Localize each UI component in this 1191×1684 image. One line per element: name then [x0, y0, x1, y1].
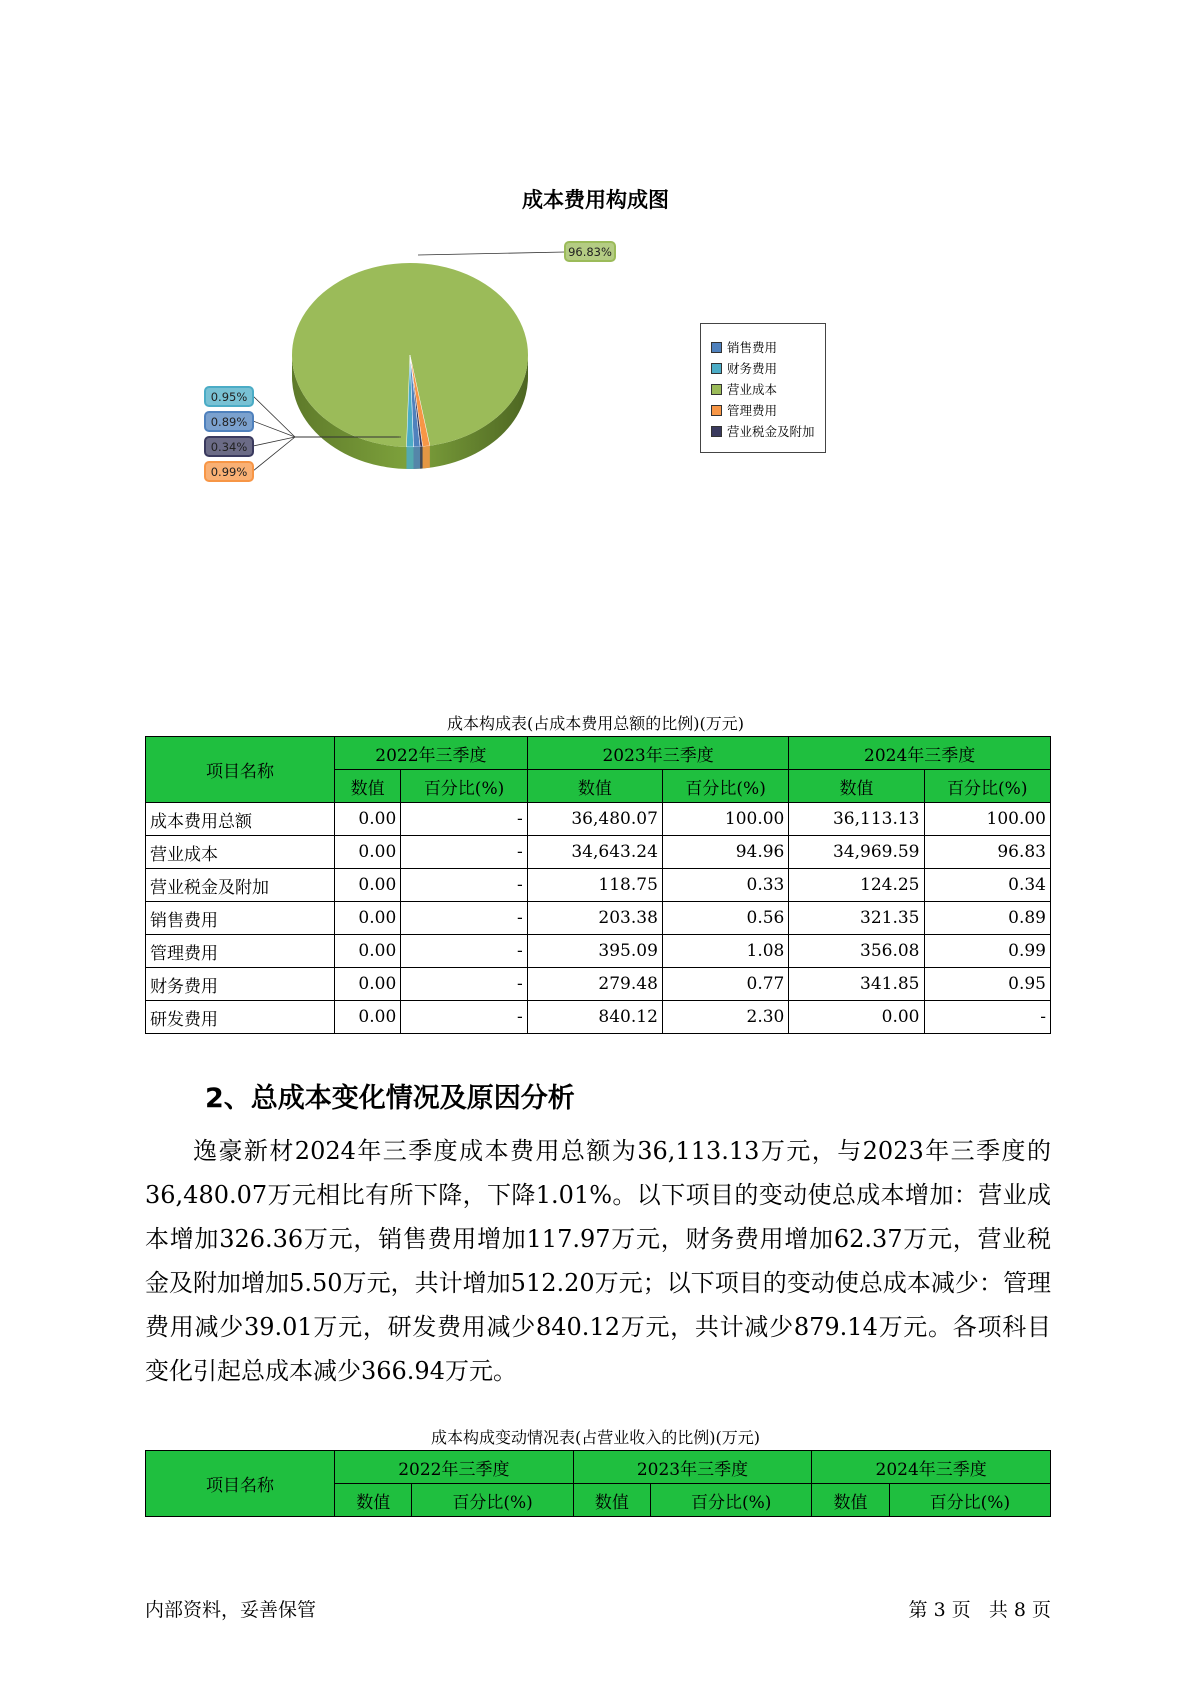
row-item-name: 财务费用 — [146, 968, 335, 1001]
header-period-2023: 2023年三季度 — [573, 1451, 812, 1484]
row-cell: 34,643.24 — [527, 836, 662, 869]
row-cell: - — [401, 869, 527, 902]
pie-chart — [0, 0, 1191, 560]
header-period-2023: 2023年三季度 — [527, 737, 789, 770]
row-cell: 94.96 — [662, 836, 788, 869]
row-cell: - — [401, 1001, 527, 1034]
subheader-value: 数值 — [527, 770, 662, 803]
legend-swatch — [711, 342, 722, 353]
row-cell: 34,969.59 — [789, 836, 924, 869]
subheader-pct: 百分比(%) — [412, 1484, 573, 1517]
row-cell: 0.00 — [335, 935, 401, 968]
footer-confidential: 内部资料，妥善保管 — [145, 1599, 317, 1621]
pie-slice-side — [406, 447, 413, 469]
row-cell: 0.00 — [335, 869, 401, 902]
cost-change-table — [145, 1450, 1051, 1517]
row-cell: 203.38 — [527, 902, 662, 935]
row-cell: 0.00 — [789, 1001, 924, 1034]
row-cell: 395.09 — [527, 935, 662, 968]
row-cell: 0.00 — [335, 902, 401, 935]
subheader-value: 数值 — [335, 770, 401, 803]
row-cell: 1.08 — [662, 935, 788, 968]
table-row — [146, 968, 1051, 1001]
header-item-name: 项目名称 — [146, 1451, 335, 1517]
row-item-name: 销售费用 — [146, 902, 335, 935]
row-cell: - — [924, 1001, 1051, 1034]
pie-slice-side — [423, 446, 430, 469]
table-row — [146, 803, 1051, 836]
row-cell: 321.35 — [789, 902, 924, 935]
data-label: 96.83% — [568, 245, 612, 259]
subheader-value: 数值 — [812, 1484, 889, 1517]
table-row — [146, 902, 1051, 935]
row-cell: - — [401, 836, 527, 869]
legend-swatch — [711, 405, 722, 416]
table-row — [146, 935, 1051, 968]
row-cell: 279.48 — [527, 968, 662, 1001]
section-heading: 2、总成本变化情况及原因分析 — [205, 1083, 575, 1114]
subheader-pct: 百分比(%) — [924, 770, 1051, 803]
table1-caption: 成本构成表(占成本费用总额的比例)(万元) — [447, 714, 744, 733]
row-cell: 0.33 — [662, 869, 788, 902]
row-cell: 0.77 — [662, 968, 788, 1001]
chart-title: 成本费用构成图 — [522, 188, 669, 212]
row-cell: - — [401, 902, 527, 935]
data-label: 0.99% — [210, 465, 248, 479]
legend-swatch — [711, 426, 722, 437]
subheader-pct: 百分比(%) — [401, 770, 527, 803]
row-item-name: 管理费用 — [146, 935, 335, 968]
row-cell: 118.75 — [527, 869, 662, 902]
header-item-name: 项目名称 — [146, 737, 335, 803]
header-period-2024: 2024年三季度 — [789, 737, 1051, 770]
row-cell: 341.85 — [789, 968, 924, 1001]
row-item-name: 成本费用总额 — [146, 803, 335, 836]
row-cell: 124.25 — [789, 869, 924, 902]
row-cell: 0.34 — [924, 869, 1051, 902]
row-cell: 0.00 — [335, 968, 401, 1001]
pie-slice-side — [414, 447, 421, 469]
subheader-value: 数值 — [335, 1484, 412, 1517]
row-cell: 0.89 — [924, 902, 1051, 935]
cost-structure-table — [145, 736, 1051, 1034]
row-item-name: 营业成本 — [146, 836, 335, 869]
row-cell: 0.00 — [335, 1001, 401, 1034]
subheader-value: 数值 — [573, 1484, 650, 1517]
row-item-name: 营业税金及附加 — [146, 869, 335, 902]
row-cell: 0.99 — [924, 935, 1051, 968]
table-row — [146, 869, 1051, 902]
row-cell: - — [401, 935, 527, 968]
subheader-pct: 百分比(%) — [662, 770, 788, 803]
leader-line — [418, 252, 565, 255]
row-cell: 96.83 — [924, 836, 1051, 869]
table-row — [146, 1001, 1051, 1034]
data-label: 0.89% — [210, 415, 248, 429]
table2-caption: 成本构成变动情况表(占营业收入的比例)(万元) — [431, 1428, 760, 1447]
data-label: 0.34% — [210, 440, 248, 454]
legend-label: 财务费用 — [727, 361, 778, 376]
row-cell: 36,113.13 — [789, 803, 924, 836]
table-row — [146, 836, 1051, 869]
footer-page-number: 第 3 页 共 8 页 — [908, 1599, 1051, 1621]
header-period-2024: 2024年三季度 — [812, 1451, 1051, 1484]
header-period-2022: 2022年三季度 — [335, 1451, 574, 1484]
row-cell: 840.12 — [527, 1001, 662, 1034]
row-cell: 0.56 — [662, 902, 788, 935]
row-cell: 0.00 — [335, 836, 401, 869]
row-cell: - — [401, 803, 527, 836]
legend-label: 营业成本 — [727, 382, 778, 397]
subheader-pct: 百分比(%) — [651, 1484, 812, 1517]
row-cell: 100.00 — [662, 803, 788, 836]
legend-label: 管理费用 — [727, 403, 778, 418]
legend-label: 营业税金及附加 — [727, 424, 815, 439]
row-cell: 2.30 — [662, 1001, 788, 1034]
row-cell: 36,480.07 — [527, 803, 662, 836]
data-label: 0.95% — [210, 390, 248, 404]
legend-swatch — [711, 363, 722, 374]
legend-swatch — [711, 384, 722, 395]
pie-slice-side — [420, 446, 423, 468]
subheader-pct: 百分比(%) — [889, 1484, 1050, 1517]
chart-legend — [700, 323, 826, 453]
legend-label: 销售费用 — [727, 340, 778, 355]
analysis-paragraph: 逸豪新材2024年三季度成本费用总额为36,113.13万元，与2023年三季度的36,480.07万元相比有所下降，下降1.01%。以下项目的变动使总成本增加：营业成本增加326.36万元，销售费用增加117.97万元，财务费用增加62.37万元，营业税金及附加增加5.50万元，共计增加512.20万元；以下项目的变动使总成本减少：管理费用减少39.01万元，研发费用减少840.12万元，共计减少879.14万元。各项科目变化引起总成本减少366.94万元。 — [145, 1137, 1051, 1385]
row-cell: - — [401, 968, 527, 1001]
row-cell: 0.00 — [335, 803, 401, 836]
row-cell: 100.00 — [924, 803, 1051, 836]
row-cell: 356.08 — [789, 935, 924, 968]
subheader-value: 数值 — [789, 770, 924, 803]
row-item-name: 研发费用 — [146, 1001, 335, 1034]
row-cell: 0.95 — [924, 968, 1051, 1001]
header-period-2022: 2022年三季度 — [335, 737, 528, 770]
